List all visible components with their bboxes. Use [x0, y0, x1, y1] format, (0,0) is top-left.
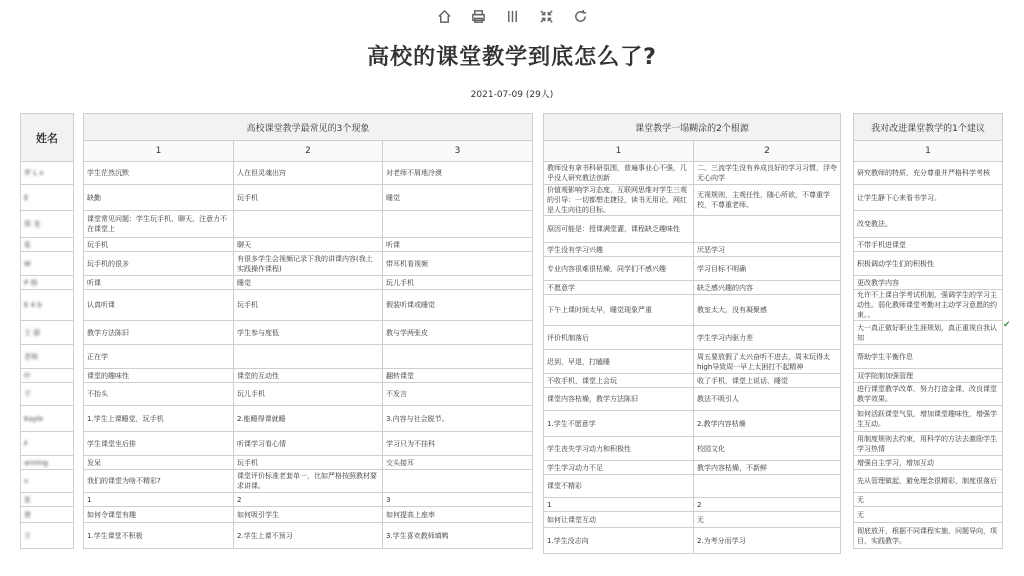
- answer-cell: 收了手机，课堂上说话，睡觉: [694, 374, 841, 388]
- table-row: [854, 211, 1003, 238]
- respondent-name: 张: [21, 493, 74, 507]
- sub-header: 1: [84, 141, 234, 162]
- table-row: [854, 276, 1003, 290]
- table-row: [544, 350, 841, 374]
- answer-cell: 课堂的互动性: [234, 369, 383, 383]
- answer-cell: 二、三流学生没有养成良好的学习习惯，浮夸无心向学: [694, 162, 841, 185]
- answer-cell: 如何活跃课堂气氛，增加课堂趣味性，增强学生互动。: [854, 406, 1003, 432]
- table-row: [84, 211, 533, 238]
- group-suggestion-title: 我对改进课堂教学的1个建议: [854, 114, 1003, 141]
- answer-cell: 进行课堂教学改革，努力打造金课，改良课堂教学效果。: [854, 383, 1003, 406]
- table-row: [544, 281, 841, 295]
- answer-cell: 听课: [383, 238, 533, 252]
- table-row: [21, 162, 74, 185]
- table-row: [84, 383, 533, 406]
- answer-cell: 玩手机的很多: [84, 252, 234, 276]
- table-row: [854, 523, 1003, 549]
- answer-cell: 2: [694, 498, 841, 512]
- group-roots-title: 课堂教学一塌糊涂的2个根源: [544, 114, 841, 141]
- answer-cell: 无视规则，主观任性，随心所欲，不尊重学校，不尊重老师。: [694, 185, 841, 216]
- answer-cell: 教室太大，没有凝聚感: [694, 295, 841, 326]
- answer-cell: 交头接耳: [383, 456, 533, 470]
- table-row: [854, 185, 1003, 211]
- table-row: [84, 321, 533, 345]
- answer-cell: 学生没有学习兴趣: [544, 243, 694, 257]
- answer-cell: 课堂常见问题：学生玩手机、聊天，注意力不在课堂上: [84, 211, 234, 238]
- home-icon[interactable]: [436, 8, 452, 24]
- table-row: [544, 475, 841, 498]
- table-row: [21, 507, 74, 523]
- respondent-name: E 4 b: [21, 290, 74, 321]
- table-row: [854, 162, 1003, 185]
- answer-cell: 玩儿手机: [383, 276, 533, 290]
- name-header: 姓名: [21, 114, 74, 162]
- answer-cell: 课堂不精彩: [544, 475, 694, 498]
- table-row: [854, 252, 1003, 276]
- answer-cell: 先从管理做起，避免理念很精彩，制度很落后: [854, 470, 1003, 493]
- group-phenomena-title: 高校课堂教学最常见的3个现象: [84, 114, 533, 141]
- answer-cell: 厌恶学习: [694, 243, 841, 257]
- answer-cell: 不抬头: [84, 383, 234, 406]
- respondent-name: 罗 L x: [21, 162, 74, 185]
- table-row: [84, 252, 533, 276]
- answer-cell: 教法不吸引人: [694, 388, 841, 411]
- table-row: [854, 432, 1003, 456]
- respondent-name: anning: [21, 456, 74, 470]
- answer-cell: 3.学生喜欢教师填鸭: [383, 523, 533, 549]
- answer-cell: 学习只为不挂科: [383, 432, 533, 456]
- table-row: [21, 345, 74, 369]
- table-row: [544, 388, 841, 411]
- table-row: [21, 383, 74, 406]
- table-row: [84, 185, 533, 211]
- table-row: [544, 185, 841, 216]
- answer-cell: 缺勤: [84, 185, 234, 211]
- table-row: [21, 369, 74, 383]
- print-icon[interactable]: [470, 8, 486, 24]
- answer-cell: [694, 216, 841, 243]
- page-title: 高校的课堂教学到底怎么了?: [367, 45, 657, 70]
- respondent-name: 郑 龙: [21, 211, 74, 238]
- answer-cell: [383, 345, 533, 369]
- table-row: [84, 345, 533, 369]
- answer-cell: 下午上课时间太早，睡觉现象严重: [544, 295, 694, 326]
- table-row: [544, 216, 841, 243]
- answer-cell: 积极调动学生们的积极性: [854, 252, 1003, 276]
- table-row: [854, 321, 1003, 345]
- sub-header: 1: [854, 141, 1003, 162]
- answer-cell: 3.内容与社会脱节。: [383, 406, 533, 432]
- table-row: [84, 456, 533, 470]
- answer-cell: 帮助学生平衡作息: [854, 345, 1003, 369]
- answer-cell: [694, 475, 841, 498]
- table-row: [84, 493, 533, 507]
- sub-header: 3: [383, 141, 533, 162]
- answer-cell: 彻底放开，根据不同课程实施，问题导向，项目，实践教学。: [854, 523, 1003, 549]
- respondent-name: F: [21, 432, 74, 456]
- table-row: [84, 290, 533, 321]
- respondent-name: P 杨: [21, 276, 74, 290]
- table-row: [854, 290, 1003, 321]
- group-suggestion: [853, 113, 1003, 549]
- answer-cell: 课堂内容枯燥，教学方法陈旧: [544, 388, 694, 411]
- answer-cell: 2.学生上课不预习: [234, 523, 383, 549]
- respondent-name: 曾: [21, 507, 74, 523]
- table-row: [84, 276, 533, 290]
- table-row: [854, 238, 1003, 252]
- table-row: [21, 321, 74, 345]
- sub-header: 1: [544, 141, 694, 162]
- answer-cell: 有很多学生会视频记录下我的讲课内容(我上实践操作课程): [234, 252, 383, 276]
- answer-cell: 课堂评价标准老套单一，比如严格按照教材要求讲课。: [234, 470, 383, 493]
- table-row: [544, 528, 841, 554]
- table-row: [21, 290, 74, 321]
- answer-cell: 不带手机进课堂: [854, 238, 1003, 252]
- table-row: [21, 406, 74, 432]
- check-icon: ✔: [1003, 320, 1011, 330]
- table-row: [84, 406, 533, 432]
- answer-cell: 玩手机: [234, 456, 383, 470]
- table-row: [21, 493, 74, 507]
- table-row: [21, 276, 74, 290]
- answer-cell: 不发言: [383, 383, 533, 406]
- respondent-name: E: [21, 185, 74, 211]
- table-row: [21, 456, 74, 470]
- answer-cell: 1.学生上课睡觉，玩手机: [84, 406, 234, 432]
- answer-cell: 玩手机: [84, 238, 234, 252]
- answer-cell: 1.学生没志向: [544, 528, 694, 554]
- answer-cell: 1.学生课堂不积极: [84, 523, 234, 549]
- table-row: [544, 512, 841, 528]
- respondent-name: 王: [21, 523, 74, 549]
- table-row: [544, 295, 841, 326]
- respondent-name: v: [21, 470, 74, 493]
- answer-cell: 3: [383, 493, 533, 507]
- refresh-icon[interactable]: [572, 8, 588, 24]
- table-row: [854, 383, 1003, 406]
- table-row: [854, 369, 1003, 383]
- answer-cell: 认真听课: [84, 290, 234, 321]
- answer-cell: 无: [854, 493, 1003, 507]
- table-row: [854, 470, 1003, 493]
- answer-cell: 无: [694, 512, 841, 528]
- table-row: [84, 238, 533, 252]
- respondent-name: 不: [21, 383, 74, 406]
- table-row: [21, 432, 74, 456]
- shrink-icon[interactable]: [538, 8, 554, 24]
- table-row: [544, 498, 841, 512]
- answer-cell: [383, 211, 533, 238]
- answer-cell: 改变教法。: [854, 211, 1003, 238]
- answer-cell: 玩手机: [234, 185, 383, 211]
- answer-cell: 如何令课堂有趣: [84, 507, 234, 523]
- columns-icon[interactable]: [504, 8, 520, 24]
- sub-header: 2: [694, 141, 841, 162]
- answer-cell: 缺乏感兴趣的内容: [694, 281, 841, 295]
- answer-cell: 更改教学内容: [854, 276, 1003, 290]
- table-row: [21, 238, 74, 252]
- table-row: [544, 374, 841, 388]
- answer-cell: 2.教学内容枯燥: [694, 411, 841, 437]
- answer-cell: 睡觉: [383, 185, 533, 211]
- table-row: [544, 257, 841, 281]
- table-row: [544, 162, 841, 185]
- answer-cell: 学习目标不明确: [694, 257, 841, 281]
- table-row: [544, 243, 841, 257]
- table-row: [544, 411, 841, 437]
- answer-cell: 正在学: [84, 345, 234, 369]
- table-row: [544, 461, 841, 475]
- table-row: [854, 456, 1003, 470]
- group-roots: [543, 113, 841, 554]
- answer-cell: 人在但灵魂出窍: [234, 162, 383, 185]
- respondent-name: 王 甜: [21, 321, 74, 345]
- sub-header: 2: [234, 141, 383, 162]
- answer-cell: 聊天: [234, 238, 383, 252]
- answer-cell: 带耳机看视频: [383, 252, 533, 276]
- answer-cell: 课堂的趣味性: [84, 369, 234, 383]
- answer-cell: 玩儿手机: [234, 383, 383, 406]
- answer-cell: 无: [854, 507, 1003, 523]
- answer-cell: 学生丧失学习动力和积极性: [544, 437, 694, 461]
- answer-cell: 1.学生不愿意学: [544, 411, 694, 437]
- table-row: [84, 162, 533, 185]
- table-row: [84, 507, 533, 523]
- respondent-name: 张: [21, 238, 74, 252]
- name-column: [20, 113, 74, 549]
- answer-cell: 允许不上课自学考试机制，强调学生的学习主动性。弱化教师课堂考勤对主动学习意愿的约束。。: [854, 290, 1003, 321]
- respondent-name: 叶: [21, 369, 74, 383]
- table-row: [544, 437, 841, 461]
- answer-cell: 教与学两张皮: [383, 321, 533, 345]
- answer-cell: 如何提高上座率: [383, 507, 533, 523]
- table-row: [84, 470, 533, 493]
- answer-cell: 原因可能是：授课满堂灌，课程缺乏趣味性: [544, 216, 694, 243]
- answer-cell: 听课: [84, 276, 234, 290]
- answer-cell: 2.能睡得课就睡: [234, 406, 383, 432]
- answer-cell: 学生学习内驱力差: [694, 326, 841, 350]
- answer-cell: 研究教师的特质，充分尊重并严格科学考核: [854, 162, 1003, 185]
- table-row: [21, 185, 74, 211]
- answer-cell: 专业内容很难很枯燥，同学们不感兴趣: [544, 257, 694, 281]
- answer-cell: 2.为考分而学习: [694, 528, 841, 554]
- answer-cell: 教师没有拿书科研氛围，普遍事业心不强，几乎没人研究教法创新: [544, 162, 694, 185]
- table-row: [84, 432, 533, 456]
- answer-cell: 如何让课堂互动: [544, 512, 694, 528]
- answer-cell: 如何吸引学生: [234, 507, 383, 523]
- respondent-name: W: [21, 252, 74, 276]
- answer-cell: 听课学习看心情: [234, 432, 383, 456]
- table-row: [21, 211, 74, 238]
- answer-cell: 评价机制落后: [544, 326, 694, 350]
- answer-cell: 我们的课堂为啥不精彩?: [84, 470, 234, 493]
- answer-cell: 教学方法陈旧: [84, 321, 234, 345]
- answer-cell: 对老师不屑地冷漠: [383, 162, 533, 185]
- answer-cell: [383, 470, 533, 493]
- answer-cell: 1: [84, 493, 234, 507]
- group-phenomena: [83, 113, 533, 549]
- table-row: [544, 326, 841, 350]
- table-row: [21, 470, 74, 493]
- answer-cell: [234, 345, 383, 369]
- answer-cell: 让学生静下心来看书学习。: [854, 185, 1003, 211]
- answer-cell: 学生课堂坐后排: [84, 432, 234, 456]
- answer-cell: 玩手机: [234, 290, 383, 321]
- answer-cell: [234, 211, 383, 238]
- answer-cell: 价值观影响学习态度，互联网思维对学生三观的引导：一切都想走捷径，读书无用论，网红是人生向往的目标。: [544, 185, 694, 216]
- answer-cell: 假装听课或睡觉: [383, 290, 533, 321]
- table-row: [21, 523, 74, 549]
- table-row: [854, 406, 1003, 432]
- answer-cell: 增强自主学习，增加互动: [854, 456, 1003, 470]
- answer-cell: 1: [544, 498, 694, 512]
- answer-cell: 校园文化: [694, 437, 841, 461]
- answer-cell: 学生茫然沉默: [84, 162, 234, 185]
- table-row: [21, 252, 74, 276]
- answer-cell: 双学院制加强管理: [854, 369, 1003, 383]
- answer-cell: 不收手机，课堂上会玩: [544, 374, 694, 388]
- table-row: [854, 507, 1003, 523]
- toolbar: [0, 8, 1024, 24]
- answer-cell: 翻转课堂: [383, 369, 533, 383]
- answer-cell: 不愿意学: [544, 281, 694, 295]
- table-row: [854, 493, 1003, 507]
- respondent-name: 老师: [21, 345, 74, 369]
- respondent-name: Kayle: [21, 406, 74, 432]
- answer-cell: 2: [234, 493, 383, 507]
- answer-cell: 用制度规则去约束，用科学的方法去激励学生学习热情: [854, 432, 1003, 456]
- survey-meta: 2021-07-09 (29人): [470, 90, 554, 100]
- answer-cell: 学生参与度低: [234, 321, 383, 345]
- answer-cell: 教学内容枯燥，不新鲜: [694, 461, 841, 475]
- answer-cell: 迟到，早退，打瞌睡: [544, 350, 694, 374]
- answer-cell: 发呆: [84, 456, 234, 470]
- answer-cell: 周五要放假了太兴奋听不进去，周末玩得太high导致周一早上太困打不起精神: [694, 350, 841, 374]
- answer-cell: 大一真正做好职业生涯规划，真正重视自我认知: [854, 321, 1003, 345]
- table-row: [84, 523, 533, 549]
- table-row: [854, 345, 1003, 369]
- table-row: [84, 369, 533, 383]
- answer-cell: 睡觉: [234, 276, 383, 290]
- answer-cell: 学生学习动力不足: [544, 461, 694, 475]
